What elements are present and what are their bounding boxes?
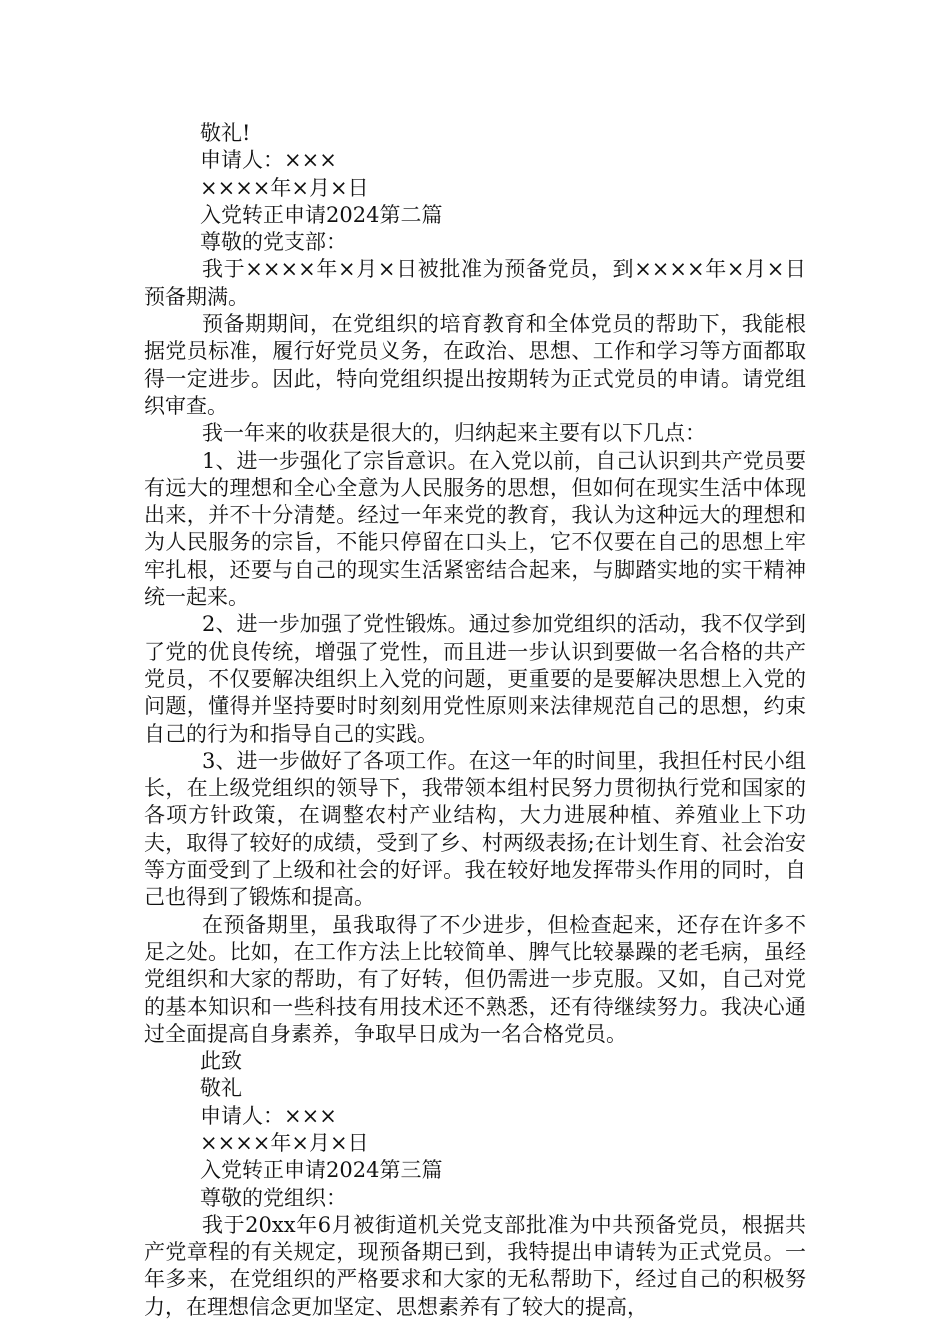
salutation: 尊敬的党组织：: [200, 1185, 347, 1210]
body-paragraph: 2、进一步加强了党性锻炼。通过参加党组织的活动，我不仅学到了党的优良传统，增强了党性，而且进一步认识到要做一名合格的共产党员，不仅要解决组织上入党的问题，更重要的是要解决思想上入党的问题，懂得并坚持要时时刻刻用党性原则来法律规范自己的思想，约束自己的行为和指导自己的实践。: [144, 612, 806, 746]
date-line: ××××年×月×日: [200, 1130, 369, 1155]
body-paragraph: 我于××××年×月×日被批准为预备党员，到××××年×月×日预备期满。: [144, 257, 806, 309]
salutation: 尊敬的党支部：: [200, 230, 347, 255]
applicant-line: 申请人：×××: [200, 1103, 337, 1128]
body-paragraph: 3、进一步做好了各项工作。在这一年的时间里，我担任村民小组长，在上级党组织的领导下，我带领本组村民努力贯彻执行党和国家的各项方针政策，在调整农村产业结构，大力进展种植、养殖业上下功夫，取得了较好的成绩，受到了乡、村两级表扬;在计划生育、社会治安等方面受到了上级和社会的好评。我在较好地发挥带头作用的同时，自己也得到了锻炼和提高。: [144, 748, 806, 910]
closing-line: 此致: [200, 1049, 242, 1074]
body-paragraph: 预备期期间，在党组织的培育教育和全体党员的帮助下，我能根据党员标准，履行好党员义务，在政治、思想、工作和学习等方面都取得一定进步。因此，特向党组织提出按期转为正式党员的申请。请党组织审查。: [144, 312, 806, 418]
section-title: 入党转正申请2024第三篇: [200, 1158, 443, 1183]
date-line: ××××年×月×日: [200, 175, 369, 200]
section-title: 入党转正申请2024第二篇: [200, 202, 443, 227]
applicant-line: 申请人：×××: [200, 148, 337, 173]
document-body: [144, 120, 806, 1321]
body-paragraph: 我一年来的收获是很大的，归纳起来主要有以下几点：: [202, 421, 706, 446]
body-paragraph: 1、进一步强化了宗旨意识。在入党以前，自己认识到共产党员要有远大的理想和全心全意为人民服务的思想，但如何在现实生活中体现出来，并不十分清楚。经过一年来党的教育，我认为这种远大的理想和为人民服务的宗旨，不能只停留在口头上，它不仅要在自己的思想上牢牢扎根，还要与自己的现实生活紧密结合起来，与脚踏实地的实干精神统一起来。: [144, 448, 806, 610]
closing-salute: 敬礼: [200, 1076, 242, 1101]
body-paragraph: 在预备期里，虽我取得了不少进步，但检查起来，还存在许多不足之处。比如，在工作方法上比较简单、脾气比较暴躁的老毛病，虽经党组织和大家的帮助，有了好转，但仍需进一步克服。又如，自己对党的基本知识和一些科技有用技术还不熟悉，还有待继续努力。我决心通过全面提高自身素养，争取早日成为一名合格党员。: [144, 912, 806, 1046]
body-paragraph: 我于20xx年6月被街道机关党支部批准为中共预备党员，根据共产党章程的有关规定，现预备期已到，我特提出申请转为正式党员。一年多来，在党组织的严格要求和大家的无私帮助下，经过自己的积极努力，在理想信念更加坚定、思想素养有了较大的提高，: [144, 1212, 806, 1319]
closing-salute: 敬礼!: [200, 121, 251, 145]
